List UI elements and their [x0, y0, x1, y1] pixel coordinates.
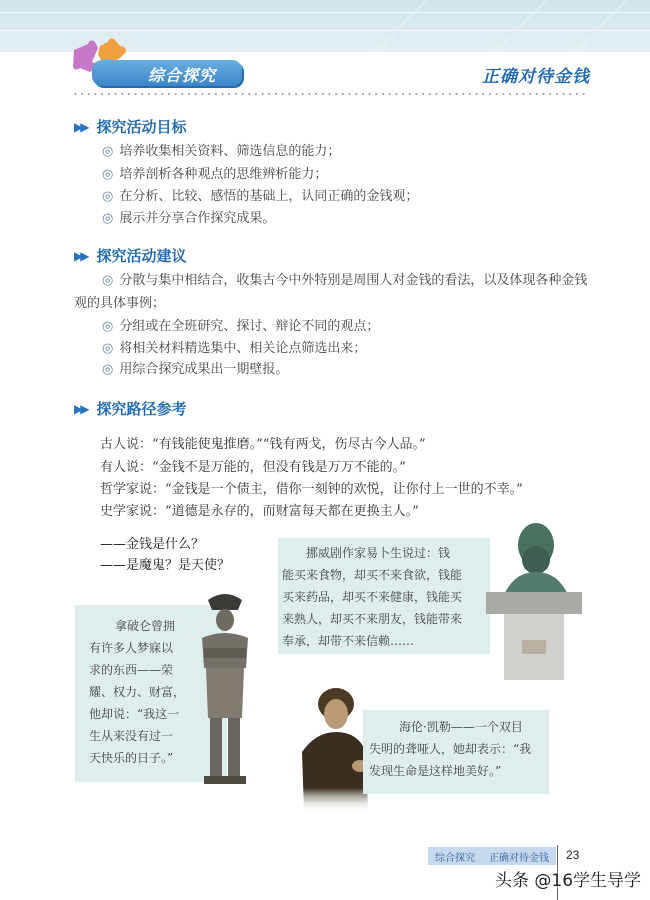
- circle-bullet-icon: ◎: [102, 362, 114, 377]
- ibsen-quote-box: 挪威剧作家易卜生说过：钱 能买来食物，却买不来食欲，钱能 买来药品，却买不来健康，钱能买 来熟人，却买不来朋友，钱能带来 奉承，却带不来信赖……: [278, 538, 490, 654]
- suggestion-item: ◎ 分散与集中相结合，收集古今中外特别是周围人对金钱的看法，以及体现各种金钱: [102, 273, 588, 288]
- suggestion-item-continued: 观的具体事例；: [74, 296, 166, 311]
- circle-bullet-icon: ◎: [102, 167, 114, 182]
- chapter-title: 正确对待金钱: [482, 67, 590, 87]
- section-label: 综合探究: [148, 66, 217, 85]
- napoleon-quote-box: 拿破仑曾拥 有许多人梦寐以 求的东西——荣 耀、权力、财富， 他却说：“我这一 生从来没有过一 天快乐的日子。”: [75, 605, 227, 782]
- double-arrow-icon: ▶▶: [74, 119, 87, 134]
- circle-bullet-icon: ◎: [102, 273, 114, 288]
- double-arrow-icon: ▶▶: [74, 401, 87, 416]
- circle-bullet-icon: ◎: [102, 211, 114, 226]
- dotted-divider: [72, 93, 588, 95]
- watermark: 头条 @16学生导学: [495, 871, 642, 891]
- section-heading-goals: ▶▶ 探究活动目标: [74, 118, 187, 136]
- footer-section-label: 综合探究: [435, 852, 475, 864]
- suggestion-item: ◎ 用综合探究成果出一期壁报。: [102, 362, 289, 377]
- napoleon-statue-image: [190, 588, 260, 788]
- ibsen-bust-image: [484, 510, 584, 680]
- goal-item: ◎ 展示并分享合作探究成果。: [102, 211, 276, 226]
- quote-line: 哲学家说：“金钱是一个债主，借你一刻钟的欢悦，让你付上一世的不幸。”: [100, 482, 523, 497]
- helen-keller-quote-box: 海伦·凯勒——一个双目 失明的聋哑人，她却表示：“我 发现生命是这样地美好。”: [363, 710, 549, 794]
- quote-line: 史学家说：“道德是永存的，而财富每天都在更换主人。”: [100, 504, 419, 519]
- suggestion-item: ◎ 将相关材料精选集中、相关论点筛选出来；: [102, 341, 367, 356]
- quote-line: 有人说：“金钱不是万能的，但没有钱是万万不能的。”: [100, 460, 406, 475]
- question-line: ——金钱是什么？: [100, 537, 205, 552]
- goal-item: ◎ 培养剖析各种观点的思维辨析能力；: [102, 167, 328, 182]
- goal-item: ◎ 培养收集相关资料、筛选信息的能力；: [102, 144, 341, 159]
- question-line: ——是魔鬼？是天使？: [100, 558, 231, 573]
- page-number: 23: [566, 848, 580, 862]
- section-heading-suggestions: ▶▶ 探究活动建议: [74, 247, 187, 265]
- double-arrow-icon: ▶▶: [74, 248, 87, 263]
- circle-bullet-icon: ◎: [102, 144, 114, 159]
- section-label-badge: [92, 60, 242, 86]
- section-heading-path: ▶▶ 探究路径参考: [74, 400, 187, 418]
- quote-line: 古人说：“有钱能使鬼推磨。”“钱有两戈，伤尽古今人品。”: [100, 437, 426, 452]
- circle-bullet-icon: ◎: [102, 189, 114, 204]
- footer-chapter-title: 正确对待金钱: [489, 852, 549, 864]
- footer-bar: [428, 847, 556, 865]
- suggestion-item: ◎ 分组或在全班研究、探讨、辩论不同的观点；: [102, 319, 380, 334]
- circle-bullet-icon: ◎: [102, 341, 114, 356]
- circle-bullet-icon: ◎: [102, 319, 114, 334]
- goal-item: ◎ 在分析、比较、感悟的基础上，认同正确的金钱观；: [102, 189, 419, 204]
